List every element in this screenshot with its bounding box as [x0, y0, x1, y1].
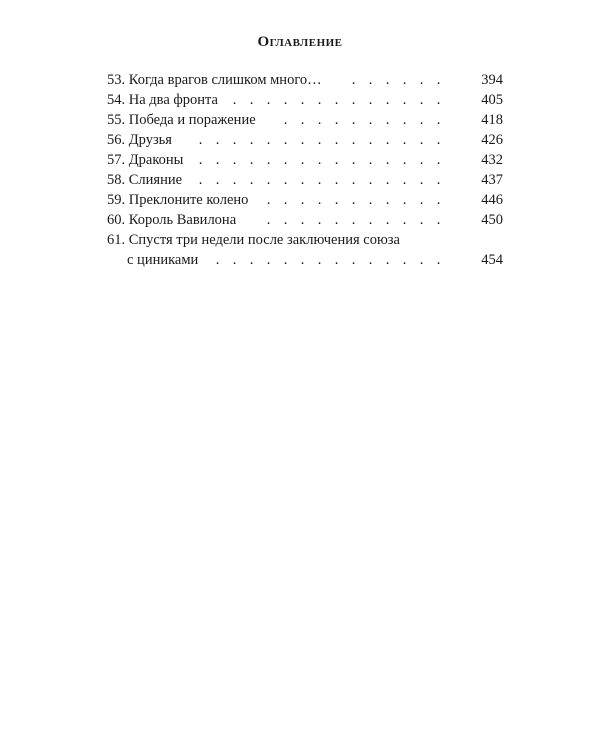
leader-dot: . — [266, 192, 271, 208]
dot-leaders — [209, 250, 447, 270]
leader-dot: . — [351, 92, 356, 108]
leader-dot: . — [266, 172, 271, 188]
toc-entry-title: Спустя три недели после заключения союза — [128, 232, 400, 248]
leader-dot: . — [402, 192, 407, 208]
leader-dot: . — [368, 172, 373, 188]
leader-dot: . — [283, 112, 288, 128]
leader-dot: . — [368, 192, 373, 208]
toc-entry-number: 59. — [107, 192, 126, 208]
leader-dot: . — [368, 72, 373, 88]
leader-dot: . — [283, 132, 288, 148]
leader-dot: . — [351, 252, 356, 268]
leader-dot: . — [402, 72, 407, 88]
leader-dot: . — [317, 152, 322, 168]
leader-dot: . — [232, 132, 237, 148]
leader-dot: . — [419, 112, 424, 128]
toc-entry-page: 432 — [481, 152, 503, 168]
leader-dot: . — [419, 212, 424, 228]
leader-dot: . — [385, 152, 390, 168]
leader-dot: . — [419, 152, 424, 168]
leader-dot: . — [419, 192, 424, 208]
leader-dot: . — [385, 112, 390, 128]
leader-dot: . — [300, 172, 305, 188]
leader-dot: . — [198, 172, 203, 188]
toc-entry-continuation — [107, 250, 503, 270]
leader-dot: . — [300, 212, 305, 228]
leader-dot: . — [317, 172, 322, 188]
toc-entry — [107, 110, 503, 130]
leader-dot: . — [334, 152, 339, 168]
leader-dot: . — [368, 132, 373, 148]
toc-entry-number: 54. — [107, 92, 126, 108]
leader-dot: . — [317, 212, 322, 228]
leader-dot: . — [317, 112, 322, 128]
leader-dot: . — [385, 252, 390, 268]
dot-leaders — [277, 110, 447, 130]
leader-dot: . — [351, 192, 356, 208]
toc-entry-title: Слияние — [128, 172, 183, 188]
leader-dot: . — [368, 212, 373, 228]
leader-dot: . — [283, 252, 288, 268]
leader-dot: . — [283, 212, 288, 228]
toc-entry-number: 60. — [107, 212, 126, 228]
leader-dot: . — [317, 192, 322, 208]
dot-leaders — [345, 70, 447, 90]
leader-dot: . — [215, 132, 220, 148]
toc-entry-number: 55. — [107, 112, 126, 128]
table-of-contents — [107, 70, 503, 270]
leader-dot: . — [334, 132, 339, 148]
leader-dot: . — [266, 252, 271, 268]
leader-dot: . — [351, 152, 356, 168]
leader-dot: . — [300, 192, 305, 208]
leader-dot: . — [385, 92, 390, 108]
dot-leaders — [192, 130, 447, 150]
page-title: Оглавление — [257, 34, 343, 50]
leader-dot: . — [368, 112, 373, 128]
leader-dot: . — [266, 152, 271, 168]
toc-entry-number: 57. — [107, 152, 126, 168]
leader-dot: . — [198, 152, 203, 168]
leader-dot: . — [436, 192, 441, 208]
leader-dot: . — [402, 172, 407, 188]
toc-entry — [107, 70, 503, 90]
leader-dot: . — [419, 72, 424, 88]
toc-entry — [107, 90, 503, 110]
leader-dot: . — [436, 172, 441, 188]
toc-entry-page: 437 — [481, 172, 503, 188]
leader-dot: . — [215, 152, 220, 168]
toc-entry-number: 56. — [107, 132, 126, 148]
leader-dot: . — [402, 212, 407, 228]
leader-dot: . — [385, 72, 390, 88]
leader-dot: . — [402, 252, 407, 268]
toc-entry — [107, 170, 503, 190]
leader-dot: . — [283, 152, 288, 168]
leader-dot: . — [351, 132, 356, 148]
leader-dot: . — [436, 212, 441, 228]
leader-dot: . — [232, 172, 237, 188]
leader-dot: . — [266, 132, 271, 148]
leader-dot: . — [249, 172, 254, 188]
toc-entry-page: 450 — [481, 212, 503, 228]
leader-dot: . — [198, 132, 203, 148]
toc-entry-title: Преклоните колено — [128, 192, 249, 208]
toc-entry-page: 418 — [481, 112, 503, 128]
leader-dot: . — [368, 152, 373, 168]
leader-dot: . — [334, 252, 339, 268]
leader-dot: . — [300, 112, 305, 128]
leader-dot: . — [215, 252, 220, 268]
leader-dot: . — [317, 132, 322, 148]
leader-dot: . — [436, 132, 441, 148]
leader-dot: . — [334, 112, 339, 128]
leader-dot: . — [419, 92, 424, 108]
leader-dot: . — [368, 92, 373, 108]
toc-entry-title: Друзья — [128, 132, 172, 148]
dot-leaders — [226, 90, 447, 110]
toc-entry-page: 454 — [481, 252, 503, 268]
leader-dot: . — [266, 92, 271, 108]
leader-dot: . — [385, 132, 390, 148]
leader-dot: . — [334, 212, 339, 228]
toc-entry-page: 405 — [481, 92, 503, 108]
leader-dot: . — [249, 92, 254, 108]
toc-entry-title: Король Вавилона — [128, 212, 237, 228]
leader-dot: . — [266, 212, 271, 228]
leader-dot: . — [419, 172, 424, 188]
toc-entry — [107, 230, 503, 250]
leader-dot: . — [300, 252, 305, 268]
dot-leaders — [192, 170, 447, 190]
toc-entry — [107, 210, 503, 230]
leader-dot: . — [232, 252, 237, 268]
leader-dot: . — [436, 112, 441, 128]
leader-dot: . — [283, 172, 288, 188]
toc-entry-number: 53. — [107, 72, 126, 88]
leader-dot: . — [436, 252, 441, 268]
leader-dot: . — [436, 92, 441, 108]
leader-dot: . — [351, 212, 356, 228]
leader-dot: . — [351, 72, 356, 88]
leader-dot: . — [249, 252, 254, 268]
leader-dot: . — [215, 172, 220, 188]
toc-entry-title: с циниками — [127, 252, 199, 268]
leader-dot: . — [402, 152, 407, 168]
leader-dot: . — [300, 152, 305, 168]
toc-entry — [107, 150, 503, 170]
leader-dot: . — [436, 72, 441, 88]
leader-dot: . — [385, 192, 390, 208]
leader-dot: . — [300, 92, 305, 108]
toc-entry-page: 394 — [481, 72, 503, 88]
leader-dot: . — [334, 92, 339, 108]
leader-dot: . — [283, 92, 288, 108]
toc-entry — [107, 130, 503, 150]
dot-leaders — [192, 150, 447, 170]
dot-leaders — [260, 210, 447, 230]
toc-entry-title: Победа и поражение — [128, 112, 256, 128]
leader-dot: . — [232, 92, 237, 108]
leader-dot: . — [317, 252, 322, 268]
toc-entry-title: Когда врагов слишком много… — [128, 72, 322, 88]
toc-entry-title: Драконы — [128, 152, 184, 168]
toc-entry-title: На два фронта — [128, 92, 218, 108]
leader-dot: . — [436, 152, 441, 168]
leader-dot: . — [232, 152, 237, 168]
leader-dot: . — [402, 112, 407, 128]
leader-dot: . — [368, 252, 373, 268]
dot-leaders — [260, 190, 447, 210]
leader-dot: . — [402, 92, 407, 108]
leader-dot: . — [402, 132, 407, 148]
leader-dot: . — [385, 172, 390, 188]
toc-entry-page: 426 — [481, 132, 503, 148]
leader-dot: . — [385, 212, 390, 228]
leader-dot: . — [249, 152, 254, 168]
leader-dot: . — [249, 132, 254, 148]
leader-dot: . — [351, 112, 356, 128]
toc-entry-number: 61. — [107, 232, 126, 248]
leader-dot: . — [334, 172, 339, 188]
leader-dot: . — [283, 192, 288, 208]
toc-entry-page: 446 — [481, 192, 503, 208]
toc-entry-number: 58. — [107, 172, 126, 188]
leader-dot: . — [300, 132, 305, 148]
leader-dot: . — [419, 252, 424, 268]
leader-dot: . — [351, 172, 356, 188]
leader-dot: . — [419, 132, 424, 148]
leader-dot: . — [317, 92, 322, 108]
leader-dot: . — [334, 192, 339, 208]
toc-entry — [107, 190, 503, 210]
